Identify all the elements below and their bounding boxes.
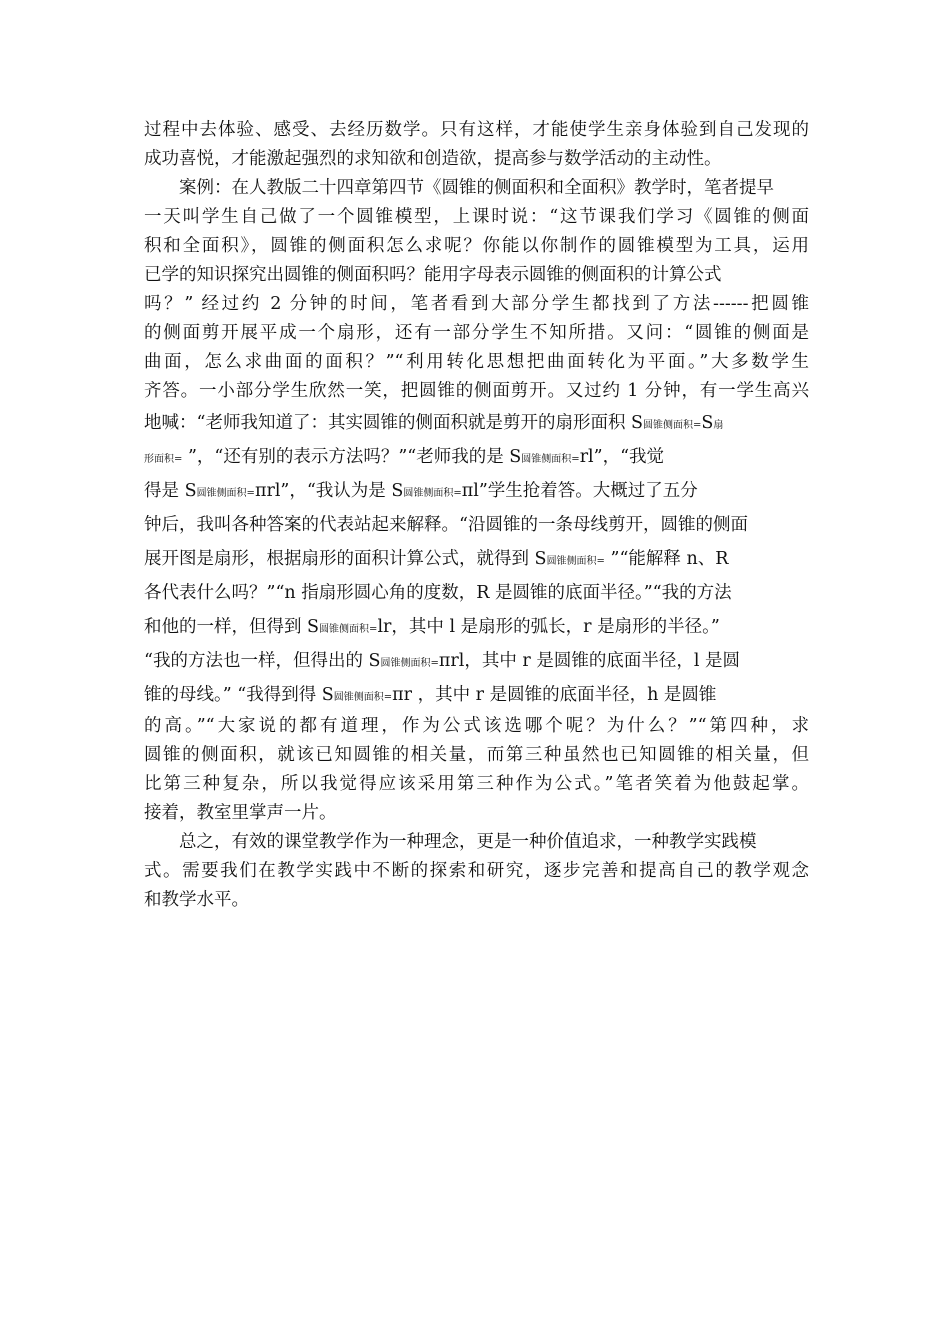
formula-text-line <box>144 406 809 440</box>
inline-text: πrl，其中 r 是圆锥的底面半径，l 是圆 <box>438 651 741 671</box>
subscript-text: 圆锥侧面积= <box>319 624 378 635</box>
subscript-text: 圆锥侧面积= <box>196 488 255 499</box>
text-line: 积和全面积》，圆锥的侧面积怎么求呢？你能以你制作的圆锥模型为工具，运用 <box>144 236 809 256</box>
subscript-text: 形面积= <box>144 454 183 465</box>
formula-text-line <box>144 542 809 576</box>
formula-text-line <box>144 644 809 678</box>
formula-text-line <box>144 610 809 644</box>
text-line: 和教学水平。 <box>144 890 249 910</box>
inline-text: ”，“还有别的表示方法吗？”“老师我的是 S <box>182 447 522 467</box>
text-line: 吗？” 经过约 2 分钟的时间，笔者看到大部分学生都找到了方法------把圆锥 <box>144 294 809 314</box>
subscript-text: 扇 <box>713 420 724 431</box>
inline-text: 得是 S <box>144 481 197 501</box>
inline-text: 钟后，我叫各种答案的代表站起来解释。“沿圆锥的一条母线剪开，圆锥的侧面 <box>144 515 748 535</box>
subscript-text: 圆锥侧面积= <box>546 556 605 567</box>
text-line: 式。需要我们在教学实践中不断的探索和研究，逐步完善和提高自己的教学观念 <box>144 861 809 881</box>
text-line: 圆锥的侧面积，就该已知圆锥的相关量，而第三种虽然也已知圆锥的相关量，但 <box>144 745 809 765</box>
formula-text-line <box>144 474 809 508</box>
inline-text: 地喊：“老师我知道了：其实圆锥的侧面积就是剪开的扇形面积 S <box>144 413 643 433</box>
formula-text-line <box>144 576 809 610</box>
inline-text: πrl”，“我认为是 S <box>254 481 404 501</box>
inline-text: 和他的一样，但得到 S <box>144 617 320 637</box>
inline-text: 展开图是扇形，根据扇形的面积计算公式，就得到 S <box>144 549 547 569</box>
inline-text: 锥的母线。” “我得到得 S <box>144 685 334 705</box>
paragraph-block-formulas <box>144 406 809 712</box>
formula-text-line <box>144 678 809 712</box>
text-line: 齐答。一小部分学生欣然一笑，把圆锥的侧面剪开。又过约 1 分钟，有一学生高兴 <box>144 381 809 401</box>
inline-text: πr ，其中 r 是圆锥的底面半径，h 是圆锥 <box>392 685 717 705</box>
inline-text: S <box>701 413 714 433</box>
paragraph-block-tail <box>144 712 809 915</box>
subscript-text: 圆锥侧面积= <box>521 454 580 465</box>
text-line: 接着，教室里掌声一片。 <box>144 803 337 823</box>
formula-text-line <box>144 440 809 474</box>
subscript-text: 圆锥侧面积= <box>380 658 439 669</box>
inline-text: rl”，“我觉 <box>579 447 665 467</box>
text-line: 的侧面剪开展平成一个扇形，还有一部分学生不知所措。又问：“圆锥的侧面是 <box>144 323 809 343</box>
inline-text: 各代表什么吗？”“n 指扇形圆心角的度数，R 是圆锥的底面半径。”“我的方法 <box>144 583 732 603</box>
subscript-text: 圆锥侧面积= <box>403 488 462 499</box>
subscript-text: 圆锥侧面积= <box>333 692 393 703</box>
subscript-text: 圆锥侧面积= <box>643 420 702 431</box>
inline-text: lr，其中 l 是扇形的弧长，r 是扇形的半径。” <box>377 617 720 637</box>
text-line: 过程中去体验、感受、去经历数学。只有这样，才能使学生亲身体验到自己发现的 <box>144 120 809 140</box>
formula-text-line <box>144 508 809 542</box>
text-line: 一天叫学生自己做了一个圆锥模型，上课时说：“这节课我们学习《圆锥的侧面 <box>144 207 809 227</box>
paragraph-block-top <box>144 116 809 406</box>
text-line: 总之，有效的课堂教学作为一种理念，更是一种价值追求，一种教学实践模 <box>179 832 757 852</box>
document-page <box>144 116 809 915</box>
text-line: 案例：在人教版二十四章第四节《圆锥的侧面积和全面积》教学时，笔者提早 <box>179 178 774 198</box>
inline-text: πl”学生抢着答。大概过了五分 <box>461 481 698 501</box>
text-line: 曲面，怎么求曲面的面积？”“利用转化思想把曲面转化为平面。”大多数学生 <box>144 352 809 372</box>
text-line: 成功喜悦，才能激起强烈的求知欲和创造欲，提高参与数学活动的主动性。 <box>144 149 722 169</box>
text-line: 已学的知识探究出圆锥的侧面积吗？能用字母表示圆锥的侧面积的计算公式 <box>144 265 722 285</box>
text-line: 比第三种复杂，所以我觉得应该采用第三种作为公式。”笔者笑着为他鼓起掌。 <box>144 774 809 794</box>
inline-text: “我的方法也一样，但得出的 S <box>144 651 381 671</box>
inline-text: ”“能解释 n、R <box>604 549 729 569</box>
text-line: 的高。”“大家说的都有道理，作为公式该选哪个呢？为什么？”“第四种，求 <box>144 716 809 736</box>
